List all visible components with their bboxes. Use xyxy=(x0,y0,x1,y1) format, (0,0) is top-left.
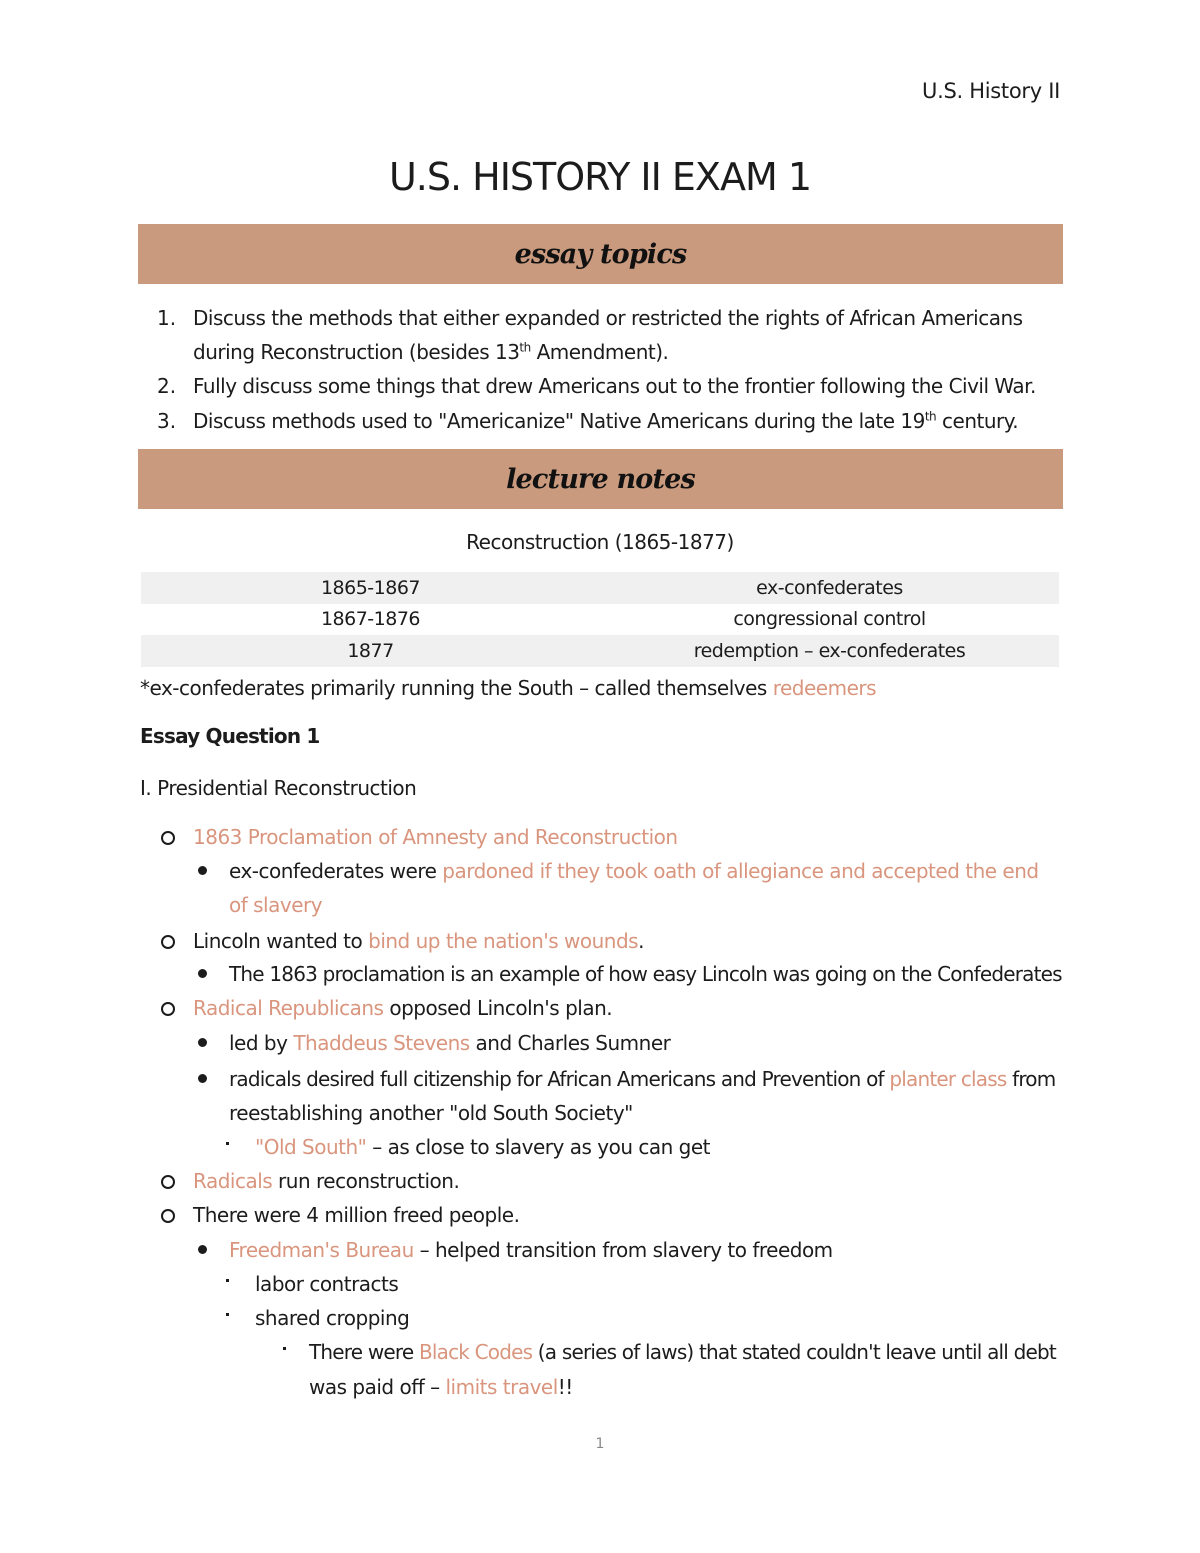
outline-item xyxy=(229,1238,833,1262)
filled-bullet-icon xyxy=(198,1038,207,1047)
outline-text: radicals desired full citizenship for African Americans and Prevention of xyxy=(229,1067,890,1091)
outline-text: and Charles Sumner xyxy=(469,1031,671,1055)
highlight-term: bind up the nation's wounds xyxy=(368,929,639,953)
highlight-term: Radical Republicans xyxy=(193,996,384,1020)
essay-question-heading: Essay Question 1 xyxy=(140,724,320,748)
filled-bullet-icon xyxy=(198,866,207,875)
outline-text: There were xyxy=(309,1340,419,1364)
footnote-text: *ex-confederates primarily running the South – called themselves xyxy=(140,676,773,700)
topic-number: 2. xyxy=(157,374,177,398)
outline-text: was paid off – xyxy=(309,1375,446,1399)
outline-item: There were 4 million freed people. xyxy=(193,1203,520,1227)
topic-3 xyxy=(193,409,1018,433)
essay-topics-heading: essay topics xyxy=(514,238,687,270)
outline-text: from xyxy=(1006,1067,1056,1091)
square-bullet-icon xyxy=(226,1313,229,1316)
hollow-bullet-icon xyxy=(161,935,175,949)
reconstruction-timeline-table xyxy=(141,572,1059,667)
outline-item xyxy=(193,996,612,1020)
highlight-term: pardoned if they took oath of allegiance and accepted the end xyxy=(442,859,1039,883)
highlight-term: limits travel xyxy=(445,1375,558,1399)
outline-text: . xyxy=(638,929,644,953)
outline-text: – helped transition from slavery to freedom xyxy=(413,1238,833,1262)
outline-text: ex-confederates were xyxy=(229,859,443,883)
topic-3-text: Discuss methods used to "Americanize" Native Americans during the late 19 xyxy=(193,409,925,433)
topic-1-line-1: Discuss the methods that either expanded or restricted the rights of African Americans xyxy=(193,306,1023,330)
highlight-term: redeemers xyxy=(772,676,877,700)
outline-item-continued xyxy=(309,1375,573,1399)
topic-2: Fully discuss some things that drew Americans out to the frontier following the Civil War. xyxy=(193,374,1036,398)
outline-text: – as close to slavery as you can get xyxy=(366,1135,710,1159)
filled-bullet-icon xyxy=(198,1245,207,1254)
table-row xyxy=(141,604,1059,636)
control-cell: congressional control xyxy=(733,608,926,631)
topic-1-line-2 xyxy=(193,340,668,364)
topic-3-text-end: century. xyxy=(936,409,1019,433)
control-cell: redemption – ex-confederates xyxy=(600,635,1059,667)
highlight-term: of slavery xyxy=(229,893,323,917)
square-bullet-icon xyxy=(226,1142,229,1145)
outline-item xyxy=(193,929,644,953)
outline-text: run reconstruction. xyxy=(272,1169,460,1193)
outline-item xyxy=(193,1169,459,1193)
outline-item xyxy=(229,1031,670,1055)
lecture-notes-banner xyxy=(138,449,1063,509)
outline-item: shared cropping xyxy=(255,1306,410,1330)
lecture-notes-heading: lecture notes xyxy=(506,463,695,495)
control-cell: ex-confederates xyxy=(600,572,1059,604)
filled-bullet-icon xyxy=(198,1074,207,1083)
highlight-term: Freedman's Bureau xyxy=(229,1238,414,1262)
topic-number: 3. xyxy=(157,409,177,433)
running-header: U.S. History II xyxy=(922,79,1060,103)
hollow-bullet-icon xyxy=(161,831,175,845)
topic-1-text: during Reconstruction (besides 13 xyxy=(193,340,520,364)
table-footnote xyxy=(140,676,876,700)
highlight-term: planter class xyxy=(889,1067,1007,1091)
highlight-term: Thaddeus Stevens xyxy=(293,1031,470,1055)
outline-item: The 1863 proclamation is an example of how easy Lincoln was going on the Confederates xyxy=(229,962,1062,986)
outline-text: led by xyxy=(229,1031,294,1055)
highlight-term: "Old South" xyxy=(255,1135,367,1159)
essay-topics-banner xyxy=(138,224,1063,284)
page-number: 1 xyxy=(595,1436,605,1452)
outline-item xyxy=(229,859,1039,883)
outline-item: labor contracts xyxy=(255,1272,399,1296)
superscript: th xyxy=(519,340,531,355)
filled-bullet-icon xyxy=(198,969,207,978)
superscript: th xyxy=(924,409,937,424)
highlight-term: Radicals xyxy=(193,1169,273,1193)
highlight-term: 1863 Proclamation of Amnesty and Reconstruction xyxy=(193,825,678,849)
schedule-title: Reconstruction (1865-1877) xyxy=(466,530,734,554)
outline-item xyxy=(229,1067,1055,1091)
period-cell: 1867-1876 xyxy=(320,608,421,631)
outline-text: (a series of laws) that stated couldn't leave until all debt xyxy=(532,1340,1056,1364)
topic-1-text-end: Amendment). xyxy=(530,340,669,364)
outline-text: opposed Lincoln's plan. xyxy=(383,996,613,1020)
outline-text: !! xyxy=(557,1375,573,1399)
hollow-bullet-icon xyxy=(161,1175,175,1189)
topic-number: 1. xyxy=(157,306,177,330)
square-bullet-icon xyxy=(226,1279,229,1282)
period-cell: 1877 xyxy=(141,635,600,667)
highlight-term: Black Codes xyxy=(418,1340,533,1364)
outline-text: Lincoln wanted to xyxy=(193,929,369,953)
outline-item xyxy=(193,825,678,849)
outline-item-continued xyxy=(229,893,322,917)
table-row xyxy=(141,635,1059,667)
hollow-bullet-icon xyxy=(161,1002,175,1016)
square-bullet-icon xyxy=(283,1347,286,1350)
period-cell: 1865-1867 xyxy=(141,572,600,604)
table-row xyxy=(141,572,1059,604)
page-title: U.S. HISTORY II EXAM 1 xyxy=(388,155,812,199)
outline-item-continued: reestablishing another "old South Society" xyxy=(229,1101,633,1125)
outline-item xyxy=(255,1135,710,1159)
section-heading: I. Presidential Reconstruction xyxy=(140,776,417,800)
hollow-bullet-icon xyxy=(161,1209,175,1223)
outline-item xyxy=(309,1340,1056,1364)
